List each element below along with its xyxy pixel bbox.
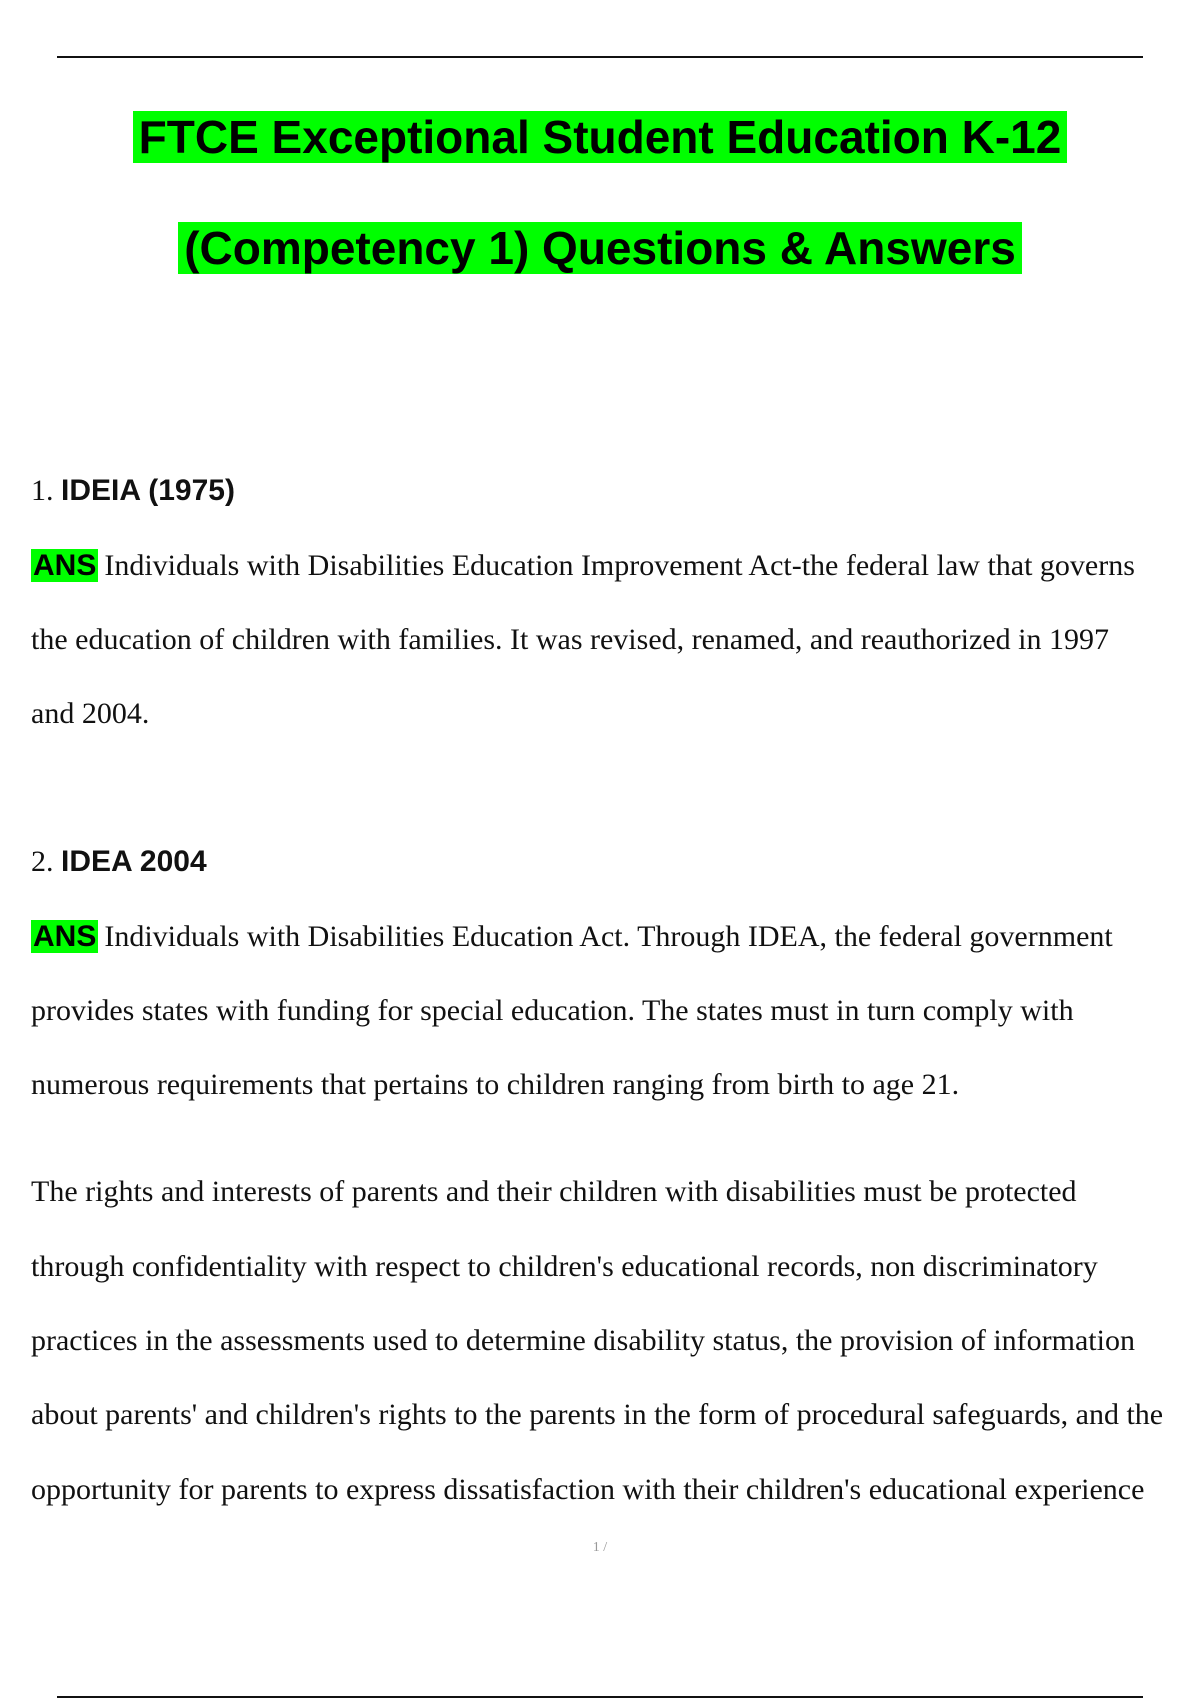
answer-2-paragraph-line: The rights and interests of parents and their children with disabilities must be protected [31,1175,1077,1208]
question-2-heading: 2. IDEA 2004 [31,845,207,878]
top-rule [57,56,1143,58]
ans-badge: ANS [33,920,97,953]
page-number: 1 / [592,1540,608,1555]
answer-1-line: ANS Individuals with Disabilities Education Improvement Act-the federal law that governs [33,549,1135,582]
title-line-2: (Competency 1) Questions & Answers [0,221,1200,275]
answer-2-line: ANS Individuals with Disabilities Education Act. Through IDEA, the federal government [33,920,1113,953]
title-line-1: FTCE Exceptional Student Education K-12 [0,110,1200,164]
answer-2-paragraph-line: opportunity for parents to express dissatisfaction with their children's educational experience [31,1473,1145,1506]
answer-1-line: and 2004. [31,697,150,730]
bottom-rule [57,1696,1143,1698]
question-1-heading: 1. IDEIA (1975) [31,474,235,507]
answer-2-paragraph-line: practices in the assessments used to determine disability status, the provision of information [31,1324,1135,1357]
answer-2-line: provides states with funding for special education. The states must in turn comply with [31,994,1074,1027]
answer-1-line: the education of children with families. It was revised, renamed, and reauthorized in 1997 [31,623,1109,656]
answer-2-paragraph-line: through confidentiality with respect to children's educational records, non discriminatory [31,1250,1098,1283]
answer-2-paragraph-line: about parents' and children's rights to the parents in the form of procedural safeguards, and the [31,1398,1164,1431]
ans-badge: ANS [33,549,97,582]
answer-2-line: numerous requirements that pertains to children ranging from birth to age 21. [31,1068,960,1101]
